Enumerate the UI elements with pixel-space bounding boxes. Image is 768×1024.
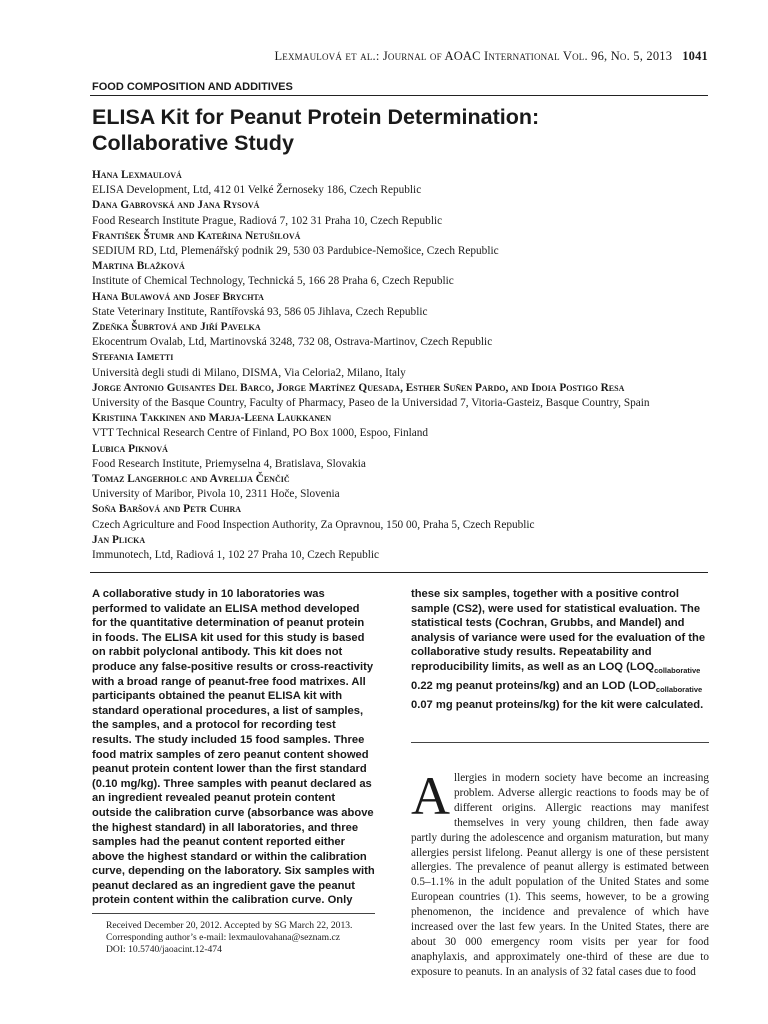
author-name: Stefania Iametti	[92, 351, 174, 364]
abstract-left-column: A collaborative study in 10 laboratories was performed to validate an ELISA method developed for the quantitative determination of peanut protein in foods. The ELISA kit used for this study is based on rabbit polyclonal antibody. This kit does not produce any false-positive results or cross-reactivity with a broad range of peanut-free food matrixes. All participants obtained the peanut ELISA kit with standard operational procedures, a list of samples, the samples, and a protocol for recording test results. The study included 15 food samples. Three food matrix samples of zero peanut content showed peanut protein content lower than the first standard (0.10 mg/kg). Three samples with peanut declared as an ingredient revealed peanut protein content outside the calibration curve (absorbance was above the highest standard) in all laboratories, and three samples had the peanut content reported either above the highest standard or within the calibration curve, depending on the laboratory. Six samples with peanut declared as an ingredient gave the peanut protein content within the calibration curve. Only	[92, 588, 375, 907]
author-block	[92, 442, 708, 472]
author-name: Martina Blažková	[92, 260, 185, 273]
author-name: Soňa Baršová and Petr Cuhra	[92, 503, 242, 516]
corresponding-email: Corresponding author’s e-mail: lexmaulovahana@seznam.cz	[106, 932, 341, 943]
doi: DOI: 10.5740/jaoacint.12-474	[106, 944, 222, 955]
abstract-text-part: 0.22 mg peanut proteins/kg) and an LOD (LOD	[411, 679, 656, 692]
drop-cap: A	[411, 766, 450, 826]
page-number: 1041	[682, 49, 708, 63]
author-affiliation: State Veterinary Institute, Rantířovská 93, 586 05 Jihlava, Czech Republic	[92, 305, 428, 318]
title-line-2: Collaborative Study	[92, 131, 294, 155]
author-name: Dana Gabrovská and Jana Rysová	[92, 199, 260, 212]
author-affiliation: Università degli studi di Milano, DISMA, Via Celoria2, Milano, Italy	[92, 366, 406, 379]
section-label: FOOD COMPOSITION AND ADDITIVES	[92, 81, 293, 93]
author-affiliation: Czech Agriculture and Food Inspection Authority, Za Opravnou, 150 00, Praha 5, Czech Republic	[92, 518, 535, 531]
author-affiliation: SEDIUM RD, Ltd, Plemenářský podnik 29, 530 03 Pardubice-Nemošice, Czech Republic	[92, 245, 499, 258]
received-dates: Received December 20, 2012. Accepted by SG March 22, 2013.	[106, 920, 353, 931]
author-block	[92, 290, 708, 320]
running-head-text: Lexmaulová et al.: Journal of AOAC International Vol. 96, No. 5, 2013	[274, 49, 673, 63]
running-head	[90, 49, 708, 64]
author-block	[92, 472, 708, 502]
author-block	[92, 198, 708, 228]
header-rule	[90, 95, 708, 96]
abstract-right-column	[411, 587, 709, 712]
author-affiliation: VTT Technical Research Centre of Finland, PO Box 1000, Espoo, Finland	[92, 427, 429, 440]
loq-subscript: collaborative	[654, 666, 701, 676]
author-affiliation: University of the Basque Country, Faculty of Pharmacy, Paseo de la Universidad 7, Vitoria-Gasteiz, Basque Country, Spain	[92, 397, 650, 410]
abstract-rule	[90, 572, 708, 573]
author-block	[92, 320, 708, 350]
author-block	[92, 411, 708, 441]
author-block	[92, 533, 708, 563]
author-affiliation: Ekocentrum Ovalab, Ltd, Martinovská 3248, 732 08, Ostrava-Martinov, Czech Republic	[92, 336, 493, 349]
author-block	[92, 229, 708, 259]
author-name: Tomaz Langerholc and Avrelija Čenčič	[92, 473, 290, 486]
author-affiliation: Immunotech, Ltd, Radiová 1, 102 27 Praha 10, Czech Republic	[92, 549, 380, 562]
author-name: František Štumr and Kateřina Netušilová	[92, 229, 301, 242]
title-line-1: ELISA Kit for Peanut Protein Determination:	[92, 105, 540, 129]
author-block	[92, 168, 708, 198]
author-affiliation: University of Maribor, Pivola 10, 2311 Hoče, Slovenia	[92, 488, 340, 501]
lod-subscript: collaborative	[655, 685, 703, 695]
author-affiliation: ELISA Development, Ltd, 412 01 Velké Žernoseky 186, Czech Republic	[92, 184, 422, 197]
author-name: Jorge Antonio Guisantes Del Barco, Jorge Martínez Quesada, Esther Suñen Pardo, and Idoia Postigo Resa	[92, 381, 625, 394]
intro-body: llergies in modern society have become an increasing problem. Adverse allergic reactions to foods may be of different origins. Allergic reactions may manifest themselves in very young children, then fade away partly during the adolescence and organism maturation, but many allergies persist lifelong. Peanut allergy is one of these persistent allergies. The prevalence of peanut allergy is estimated between 0.5–1.1% in the adult population of the United States and some European countries (1). This seems, however, to be a growing phenomenon, the incidence and prevalence of which have increased over the last few years. In the United States, there are about 30 000 emergency room visits per year for food anaphylaxis, and approximately one-third of these are due to exposure to peanuts. In an analysis of 32 fatal cases due to food	[411, 772, 709, 978]
author-affiliation: Food Research Institute Prague, Radiová 7, 102 31 Praha 10, Czech Republic	[92, 214, 443, 227]
author-name: Hana Bulawová and Josef Brychta	[92, 290, 264, 303]
author-block	[92, 259, 708, 289]
author-block	[92, 350, 708, 380]
footnote	[106, 920, 376, 956]
author-block	[92, 381, 708, 411]
author-list	[92, 168, 708, 563]
author-block	[92, 502, 708, 532]
abstract-end-rule	[411, 742, 709, 743]
author-affiliation: Food Research Institute, Priemyselna 4, Bratislava, Slovakia	[92, 457, 366, 470]
article-title	[92, 104, 692, 156]
introduction-text	[411, 766, 709, 980]
author-name: Kristiina Takkinen and Marja-Leena Laukkanen	[92, 412, 332, 425]
author-name: Jan Plicka	[92, 533, 146, 546]
author-name: Zdeňka Šubrtová and Jiří Pavelka	[92, 321, 261, 334]
abstract-text-part: these six samples, together with a positive control sample (CS2), were used for statistical evaluation. The statistical tests (Cochran, Grubbs, and Mandel) and analysis of variance were used for the evaluation of the collaborative study results. Repeatability and reproducibility limits, as well as an LOQ (LOQ	[411, 588, 706, 673]
footnote-rule	[92, 913, 375, 914]
abstract-text-part: 0.07 mg peanut proteins/kg) for the kit were calculated.	[411, 698, 704, 711]
author-name: Hana Lexmaulová	[92, 169, 182, 181]
author-affiliation: Institute of Chemical Technology, Technická 5, 166 28 Praha 6, Czech Republic	[92, 275, 454, 288]
author-name: Lubica Piknová	[92, 442, 168, 455]
